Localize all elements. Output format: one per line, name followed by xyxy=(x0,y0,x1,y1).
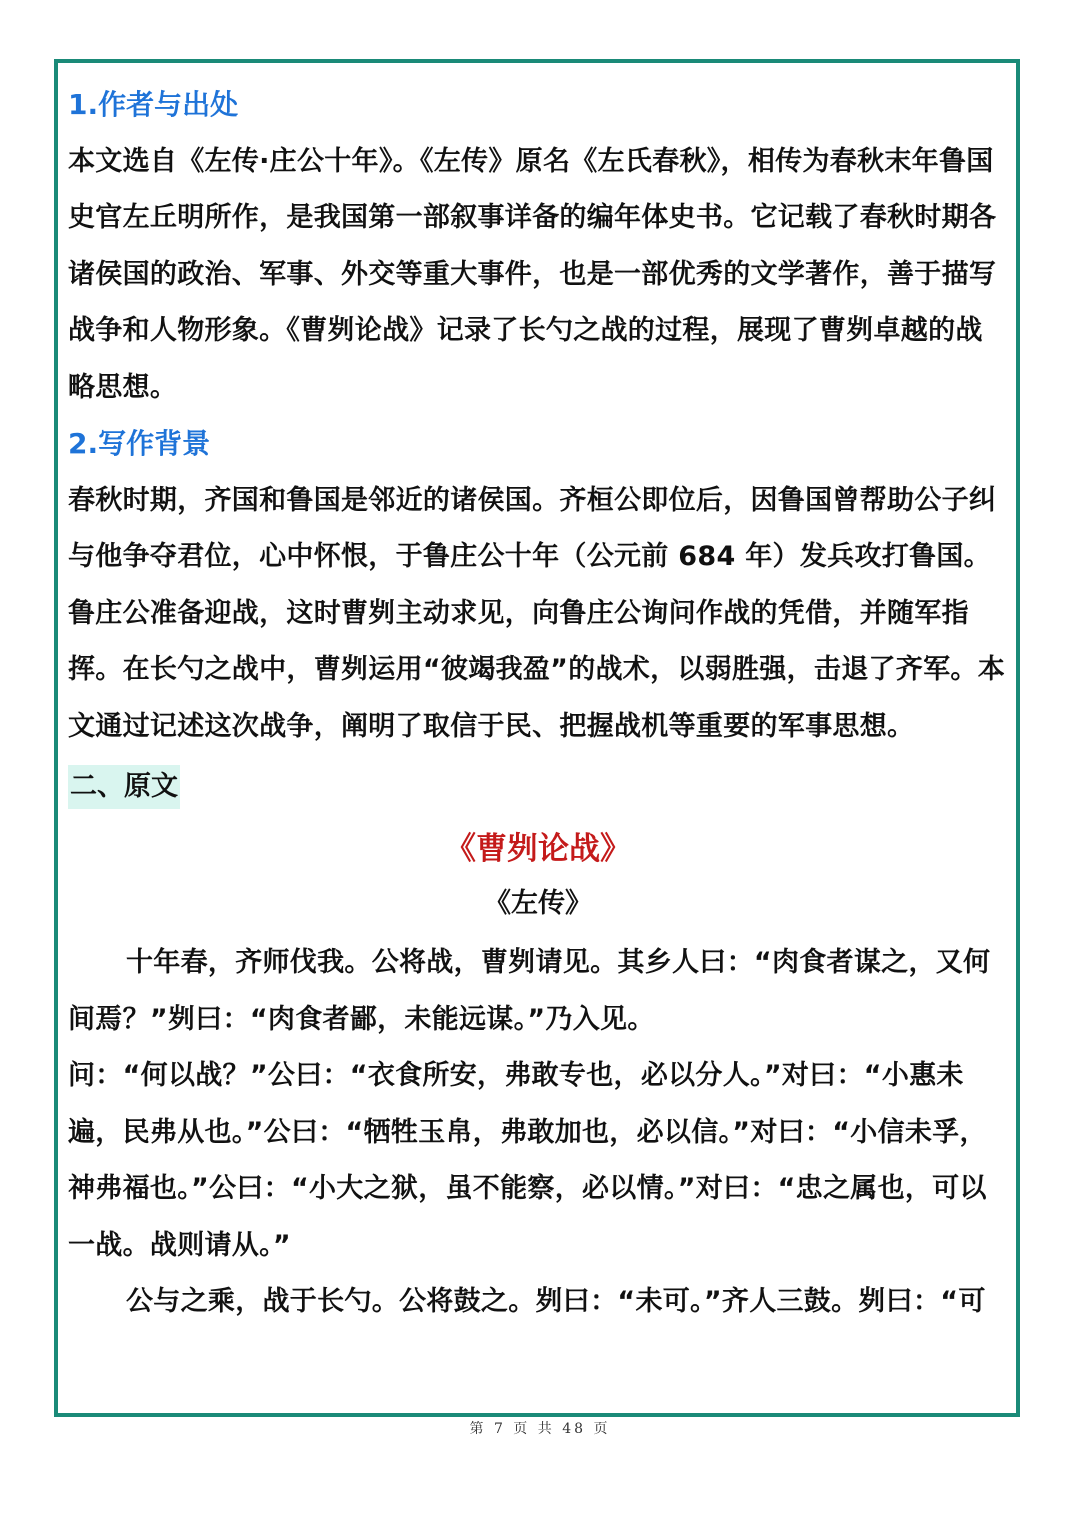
author-source-text: 本文选自《左传·庄公十年》。《左传》原名《左氏春秋》，相传为春秋末年鲁国史官左丘明所作，是我国第一部叙事详备的编年体史书。它记载了春秋时期各诸侯国的政治、军事、外交等重大事件，也是一部优秀的文学著作，善于描写战争和人物形象。《曹刿论战》记录了长勺之战的过程，展现了曹刿卓越的战略思想。 xyxy=(68,145,997,403)
section-original-label: 二、原文 xyxy=(68,765,180,809)
heading-background: 2.写作背景 xyxy=(68,427,211,460)
original-paragraph: 公与之乘，战于长勺。公将鼓之。刿曰：“未可。”齐人三鼓。刿曰：“可 xyxy=(126,1286,986,1317)
text-title: 《曹刿论战》 xyxy=(445,831,631,867)
page-frame xyxy=(54,59,1020,1417)
document-content xyxy=(68,77,1008,1331)
original-paragraph: 问：“何以战？”公曰：“衣食所安，弗敢专也，必以分人。”对曰：“小惠未遍，民弗从也。”公曰：“牺牲玉帛，弗敢加也，必以信。”对曰：“小信未孚，神弗福也。”公曰：“小大之狱，虽不能察，必以情。”对曰：“忠之属也，可以一战。战则请从。” xyxy=(68,1060,987,1261)
page-number-footer: 第 7 页 共 48 页 xyxy=(469,1421,611,1437)
heading-author-source: 1.作者与出处 xyxy=(68,88,239,121)
original-paragraph: 十年春，齐师伐我。公将战，曹刿请见。其乡人曰：“肉食者谋之，又何间焉？”刿曰：“肉食者鄙，未能远谋。”乃入见。 xyxy=(68,947,991,1035)
background-text: 春秋时期，齐国和鲁国是邻近的诸侯国。齐桓公即位后，因鲁国曾帮助公子纠与他争夺君位，心中怀恨，于鲁庄公十年（公元前 684 年）发兵攻打鲁国。鲁庄公准备迎战，这时曹刿主动求见，向鲁庄公询问作战的凭借，并随军指挥。在长勺之战中，曹刿运用“彼竭我盈”的战术，以弱胜强，击退了齐军。本文通过记述这次战争，阐明了取信于民、把握战机等重要的军事思想。 xyxy=(68,484,1005,742)
text-author: 《左传》 xyxy=(484,888,592,919)
